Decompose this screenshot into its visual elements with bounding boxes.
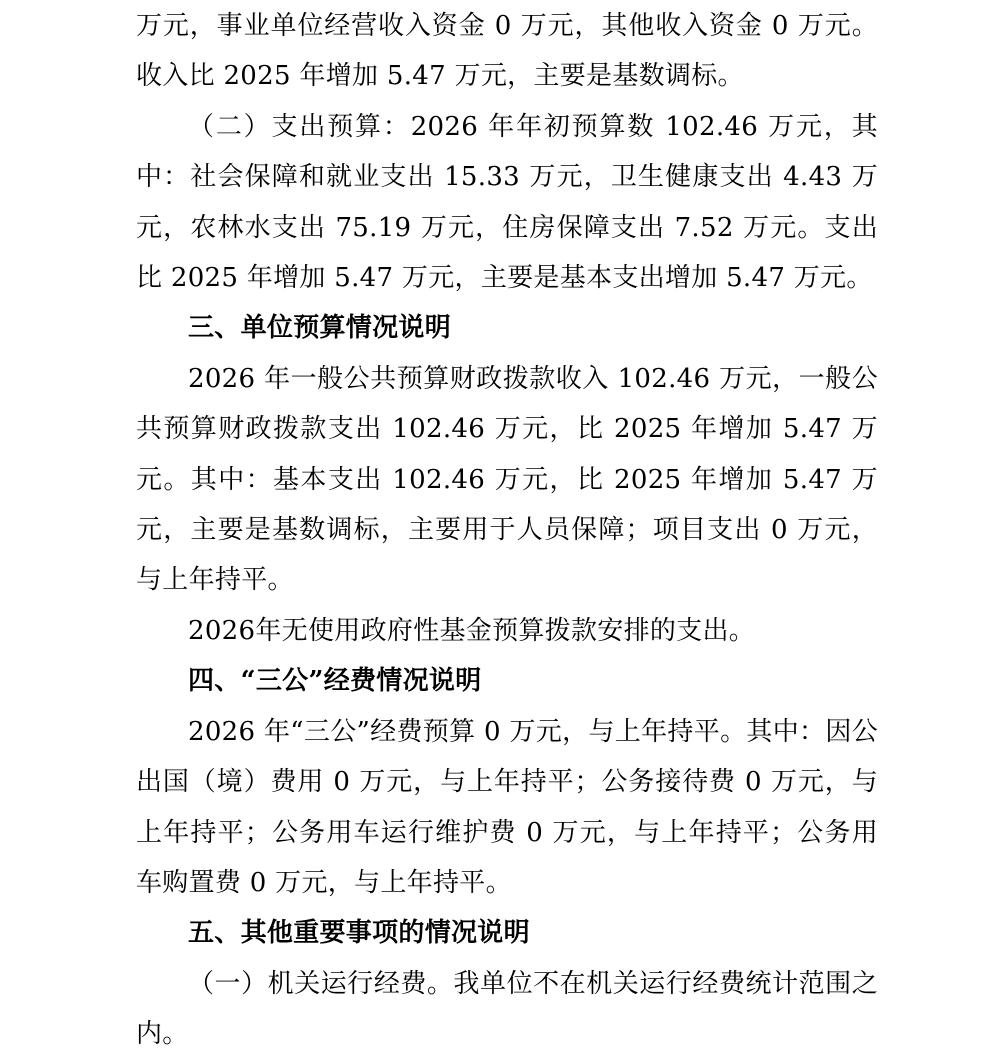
expenditure-budget-paragraph: （二）支出预算：2026 年年初预算数 102.46 万元，其中：社会保障和就业支出 15.33 万元，卫生健康支出 4.43 万元，农林水支出 75.19 万元，住房保障支出 7.52 万元。支出比 2025 年增加 5.47 万元，主要是基本支出增加 5.47 万元。 — [136, 111, 878, 294]
government-fund-paragraph: 2026年无使用政府性基金预算拨款安排的支出。 — [188, 615, 756, 646]
unit-budget-paragraph: 2026 年一般公共预算财政拨款收入 102.46 万元，一般公共预算财政拨款支出 102.46 万元，比 2025 年增加 5.47 万元。其中：基本支出 102.46 万元，比 2025 年增加 5.47 万元，主要是基数调标，主要用于人员保障；项目支出 0 万元，与上年持平。 — [136, 363, 878, 596]
section-heading-three-public: 四、“三公”经费情况说明 — [188, 666, 482, 697]
income-continuation-paragraph: 万元，事业单位经营收入资金 0 万元，其他收入资金 0 万元。收入比 2025 年增加 5.47 万元，主要是基数调标。 — [136, 11, 878, 92]
operating-expenses-paragraph: （一）机关运行经费。我单位不在机关运行经费统计范围之内。 — [136, 968, 878, 1050]
section-heading-unit-budget: 三、单位预算情况说明 — [188, 313, 452, 344]
three-public-paragraph: 2026 年“三公”经费预算 0 万元，与上年持平。其中：因公出国（境）费用 0 万元，与上年持平；公务接待费 0 万元，与上年持平；公务用车运行维护费 0 万元，与上年持平；公务用车购置费 0 万元，与上年持平。 — [136, 716, 878, 898]
section-heading-other-matters: 五、其他重要事项的情况说明 — [188, 918, 530, 949]
